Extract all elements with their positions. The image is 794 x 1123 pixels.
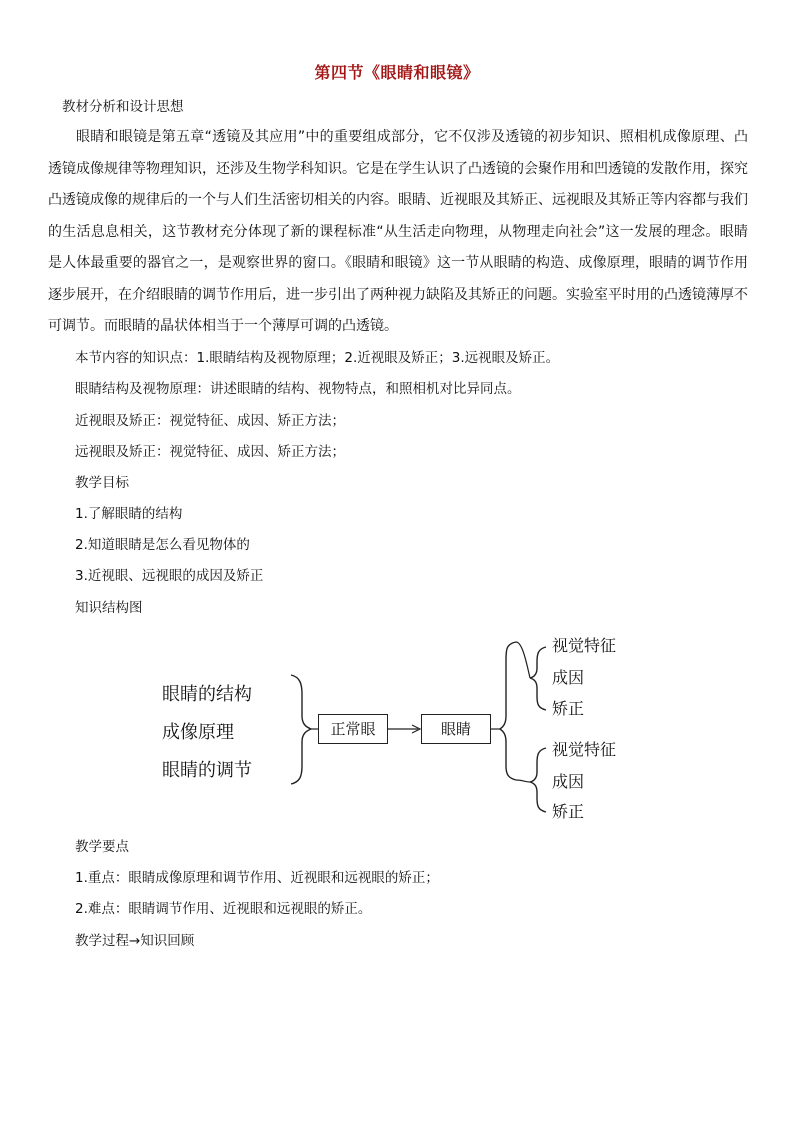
goal-item-3: 3.近视眼、远视眼的成因及矫正: [75, 568, 264, 584]
split-brace-icon: [500, 642, 516, 780]
lower-item-correction: 矫正: [552, 802, 585, 821]
lower-item-cause: 成因: [552, 772, 585, 791]
upper-item-correction: 矫正: [552, 699, 585, 718]
keypoints-heading: 教学要点: [75, 839, 129, 855]
goal-item-2: 2.知道眼睛是怎么看见物体的: [75, 537, 250, 553]
knowledge-point-3: 远视眼及矫正：视觉特征、成因、矫正方法；: [75, 444, 345, 460]
upper-item-visual: 视觉特征: [552, 636, 617, 655]
left-item-imaging: 成像原理: [162, 722, 234, 743]
lower-brace-icon: [530, 748, 546, 812]
goals-heading: 教学目标: [75, 475, 129, 491]
box-normal-eye: 正常眼: [318, 714, 388, 744]
document-title: 第四节《眼睛和眼镜》: [314, 63, 480, 82]
structure-heading: 知识结构图: [75, 600, 143, 616]
section-analysis-heading: 教材分析和设计思想: [62, 99, 184, 115]
upper-connector: [516, 642, 530, 678]
upper-brace-icon: [530, 647, 546, 710]
knowledge-points-line: 本节内容的知识点：1.眼睛结构及视物原理；2.近视眼及矫正；3.远视眼及矫正。: [75, 350, 560, 366]
goal-item-1: 1.了解眼睛的结构: [75, 506, 183, 522]
knowledge-point-2: 近视眼及矫正：视觉特征、成因、矫正方法；: [75, 413, 345, 429]
knowledge-point-1: 眼睛结构及视物原理：讲述眼睛的结构、视物特点，和照相机对比异同点。: [75, 381, 521, 397]
left-brace-icon: [291, 675, 311, 784]
diagram-connectors: [0, 620, 794, 830]
box-eye: 眼睛: [421, 714, 491, 744]
process-heading: 教学过程→知识回顾: [75, 933, 195, 949]
left-item-adjustment: 眼睛的调节: [162, 760, 252, 781]
left-item-structure: 眼睛的结构: [162, 684, 252, 705]
upper-item-cause: 成因: [552, 668, 585, 687]
keypoint-difficulty: 2.难点：眼睛调节作用、近视眼和远视眼的矫正。: [75, 901, 372, 917]
keypoint-focus: 1.重点：眼睛成像原理和调节作用、近视眼和远视眼的矫正；: [75, 870, 439, 886]
lower-connector: [516, 780, 530, 782]
lower-item-visual: 视觉特征: [552, 740, 617, 759]
knowledge-structure-diagram: [0, 620, 794, 830]
analysis-paragraph: 眼睛和眼镜是第五章“透镜及其应用”中的重要组成部分，它不仅涉及透镜的初步知识、照相机成像原理、凸透镜成像规律等物理知识，还涉及生物学科知识。它是在学生认识了凸透镜的会聚作用和凹透镜的发散作用，探究凸透镜成像的规律后的一个与人们生活密切相关的内容。眼睛、近视眼及其矫正、远视眼及其矫正等内容都与我们的生活息息相关，这节教材充分体现了新的课程标准“从生活走向物理，从物理走向社会”这一发展的理念。眼睛是人体最重要的器官之一，是观察世界的窗口。《眼睛和眼镜》这一节从眼睛的构造、成像原理，眼睛的调节作用逐步展开，在介绍眼睛的调节作用后，进一步引出了两种视力缺陷及其矫正的问题。实验室平时用的凸透镜薄厚不可调节。而眼睛的晶状体相当于一个薄厚可调的凸透镜。: [48, 129, 748, 334]
